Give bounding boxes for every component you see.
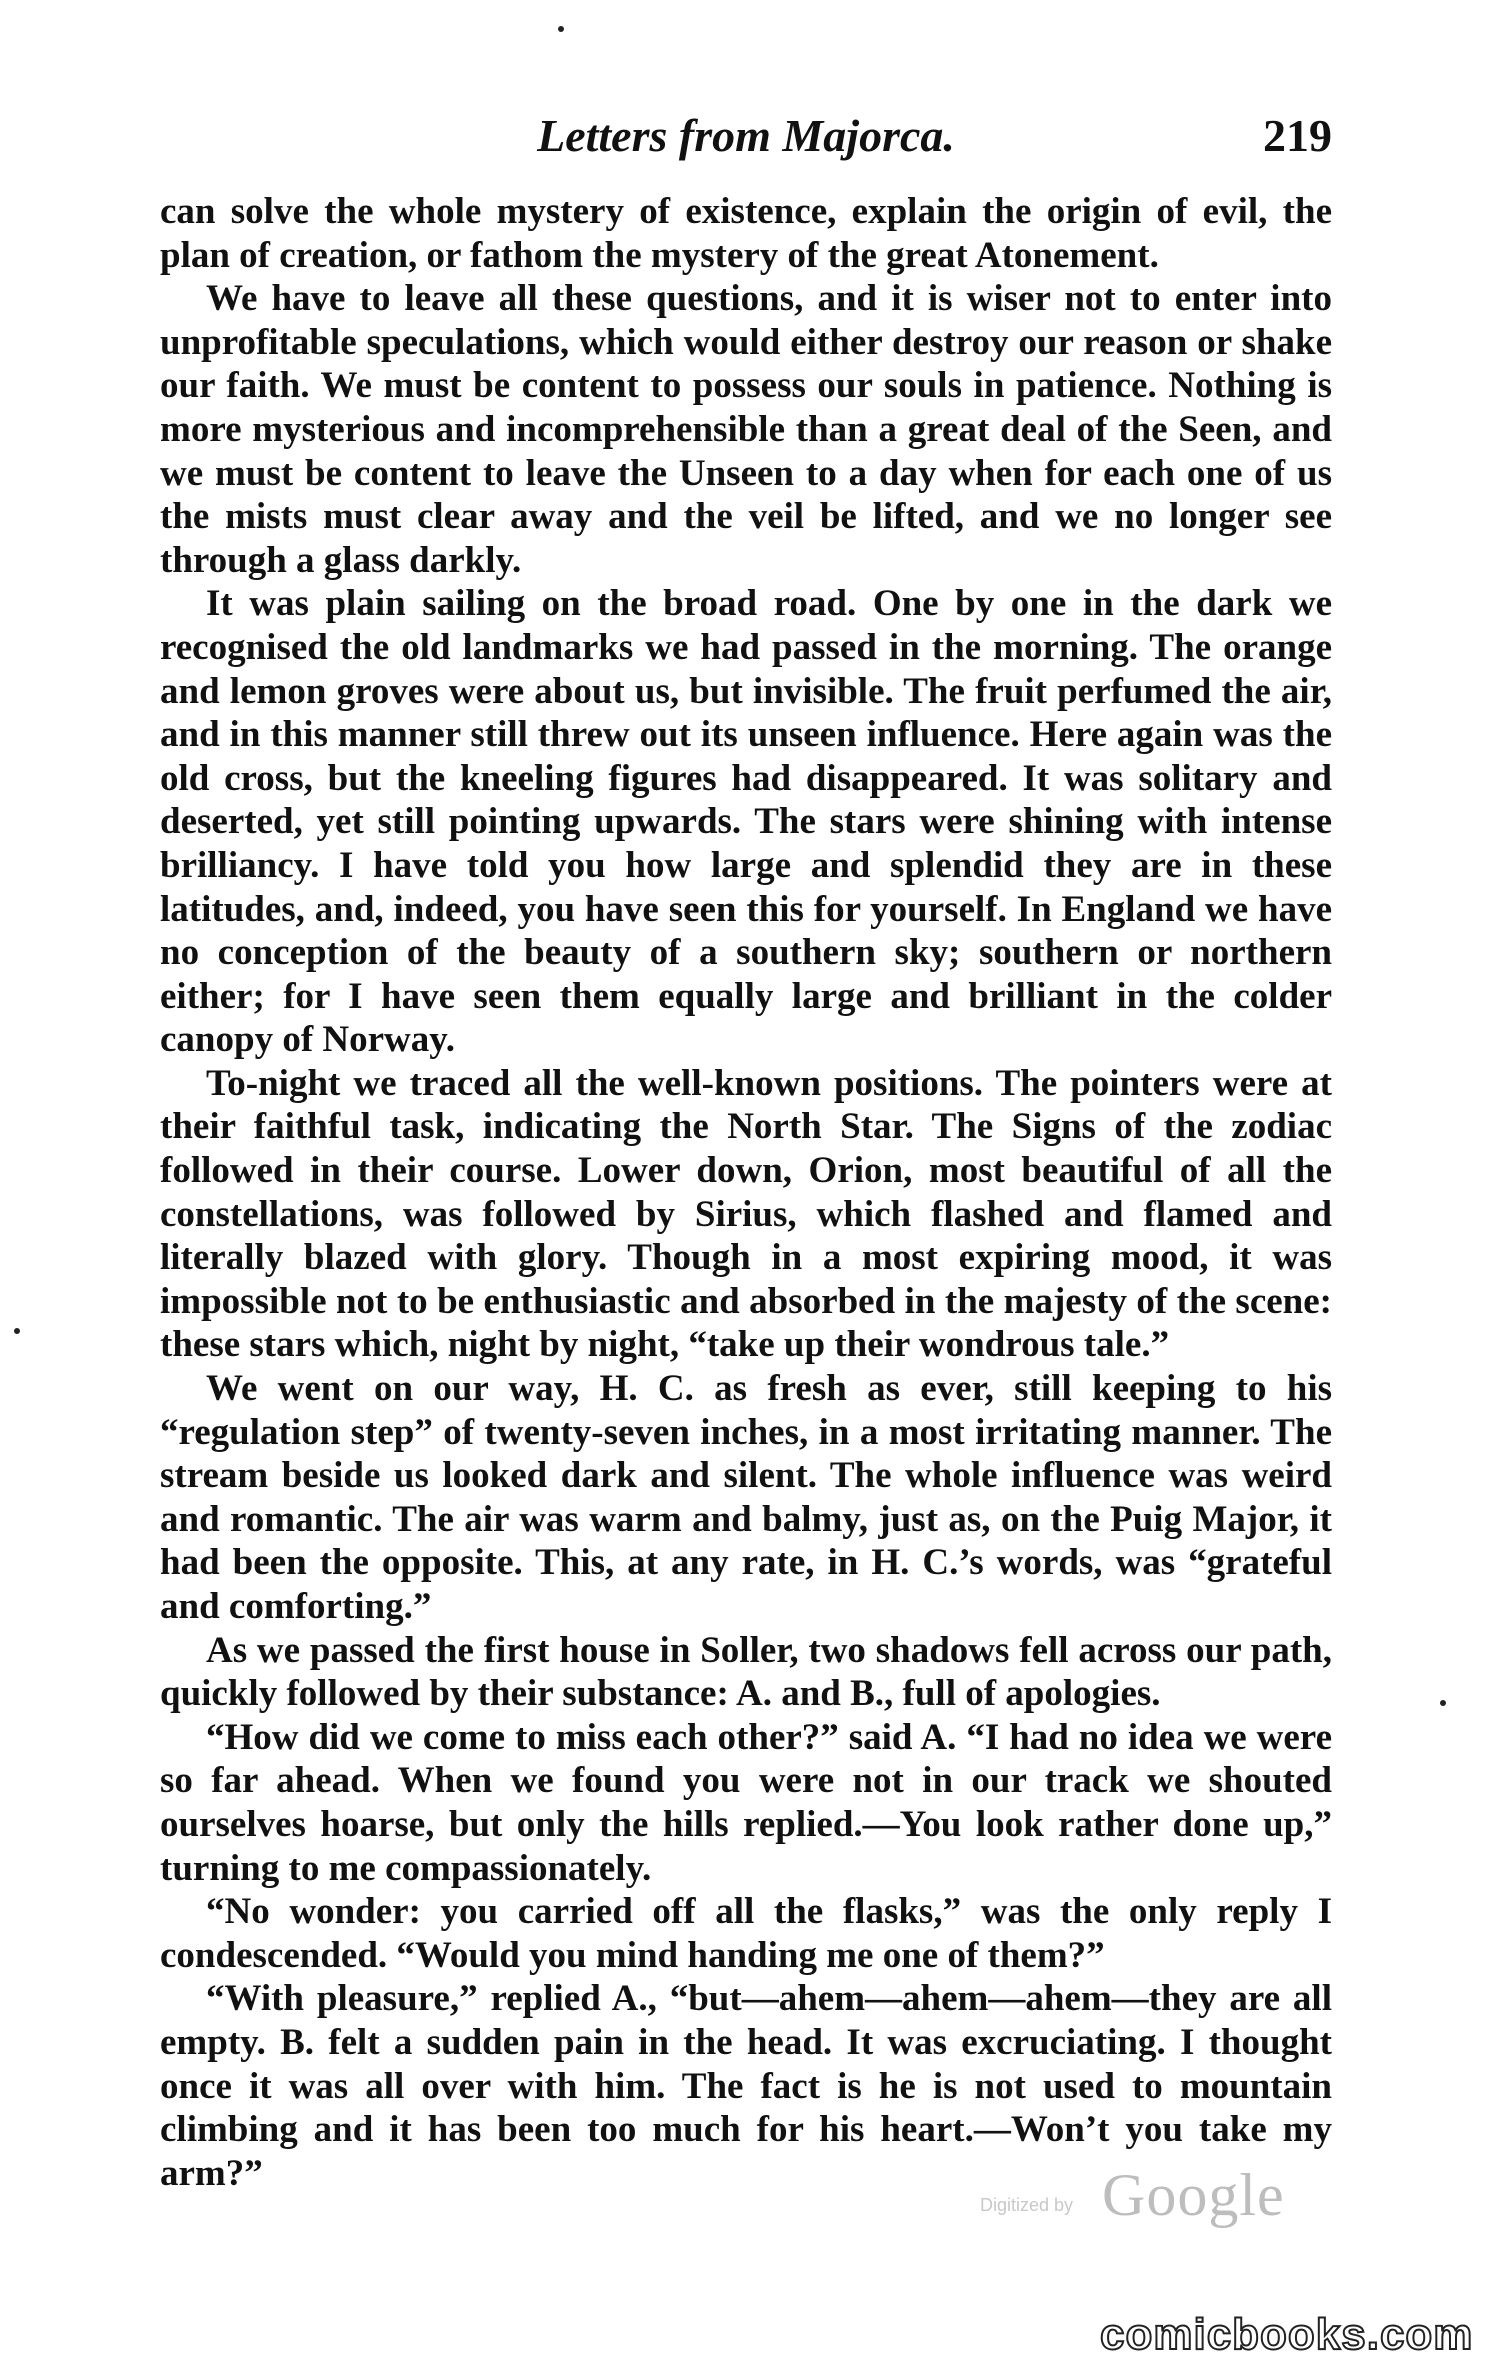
paragraph: “How did we come to miss each other?” said A. “I had no idea we were so far ahead. When we found you were not in our track we shouted ourselves hoarse, but only the hills replied.—You look rather done up,” turning to me compassionately. bbox=[160, 1716, 1332, 1889]
paragraph: To-night we traced all the well-known positions. The pointers were at their faithful task, indicating the North Star. The Signs of the zodiac followed in their course. Lower down, Orion, most beautiful of all the constellations, was followed by Sirius, which flashed and flamed and literally blazed with glory. Though in a most expiring mood, it was impossible not to be enthusiastic and absorbed in the majesty of the scene: these stars which, night by night, “take up their wondrous tale.” bbox=[160, 1062, 1332, 1366]
paragraph: “No wonder: you carried off all the flasks,” was the only reply I condescended. “Would you mind handing me one of them?” bbox=[160, 1891, 1332, 1976]
body-text bbox=[160, 190, 1332, 2195]
google-logo: Google bbox=[1102, 2162, 1285, 2228]
scan-speck bbox=[14, 1328, 20, 1334]
running-title: Letters from Majorca. bbox=[537, 110, 955, 161]
scan-speck bbox=[1440, 1700, 1446, 1706]
site-watermark: comicbooks.com bbox=[1100, 2310, 1474, 2359]
google-watermark bbox=[980, 2150, 1300, 2230]
paragraph: We have to leave all these questions, and it is wiser not to enter into unprofitable speculations, which would either destroy our reason or shake our faith. We must be content to possess our souls in patience. Nothing is more mysterious and incomprehensible than a great deal of the Seen, and we must be content to leave the Unseen to a day when for each one of us the mists must clear away and the veil be lifted, and we no longer see through a glass darkly. bbox=[160, 278, 1332, 581]
paragraph: We went on our way, H. C. as fresh as ever, still keeping to his “regulation step” of twenty-seven inches, in a most irritating manner. The stream beside us looked dark and silent. The whole influence was weird and romantic. The air was warm and balmy, just as, on the Puig Major, it had been the opposite. This, at any rate, in H. C.’s words, was “grateful and comforting.” bbox=[160, 1368, 1332, 1627]
paragraph: It was plain sailing on the broad road. One by one in the dark we recognised the old landmarks we had passed in the morning. The orange and lemon groves were about us, but invisible. The fruit perfumed the air, and in this manner still threw out its unseen influence. Here again was the old cross, but the kneeling figures had disappeared. It was solitary and deserted, yet still pointing upwards. The stars were shining with intense brilliancy. I have told you how large and splendid they are in these latitudes, and, indeed, you have seen this for yourself. In England we have no conception of the beauty of a southern sky; southern or northern either; for I have seen them equally large and brilliant in the colder canopy of Norway. bbox=[160, 583, 1332, 1061]
page-header bbox=[160, 108, 1332, 164]
scan-speck bbox=[558, 26, 564, 32]
page-number: 219 bbox=[1263, 110, 1332, 161]
paragraph: As we passed the first house in Soller, two shadows fell across our path, quickly followed by their substance: A. and B., full of apologies. bbox=[160, 1629, 1332, 1715]
digitized-by-label: Digitized by bbox=[980, 2195, 1074, 2215]
paragraph-continued: can solve the whole mystery of existence, explain the origin of evil, the plan of creation, or fathom the mystery of the great Atonement. bbox=[160, 191, 1332, 276]
paragraph: “With pleasure,” replied A., “but—ahem—ahem—ahem—they are all empty. B. felt a sudden pain in the head. It was excruciating. I thought once it was all over with him. The fact is he is not used to mountain climbing and it has been too much for his heart.—Won’t you take my arm?” bbox=[160, 1978, 1332, 2194]
